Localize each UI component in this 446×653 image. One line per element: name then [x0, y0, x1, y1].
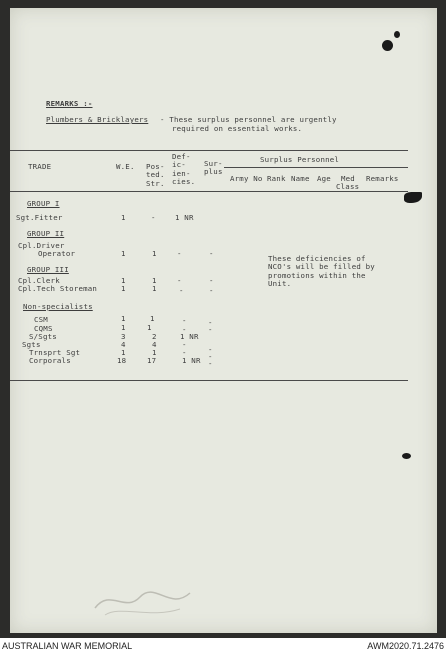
posted-cell: 1: [152, 284, 157, 293]
trade-cell: Corporals: [29, 356, 71, 365]
footer-bar: [0, 638, 446, 653]
we-cell: 18: [117, 356, 127, 365]
we-cell: 4: [121, 340, 126, 349]
posted-cell: 17: [147, 356, 157, 365]
header-surplus: Sur- plus: [204, 159, 223, 177]
def-cell: -: [177, 249, 182, 258]
trade-cell: CQMS: [34, 324, 53, 333]
we-cell: 1: [121, 249, 126, 258]
trade-cell: Sgts: [22, 340, 41, 349]
def-cell: -: [182, 316, 187, 325]
posted-cell: 2: [152, 332, 157, 341]
header-surplus-personnel: Surplus Personnel: [260, 155, 340, 164]
we-cell: 1: [121, 276, 126, 285]
posted-cell: 4: [152, 340, 157, 349]
header-army-no: Army No: [230, 174, 263, 183]
group-label: GROUP II: [27, 229, 65, 238]
we-cell: 1: [121, 323, 126, 332]
paper-tear: [394, 31, 400, 38]
we-cell: 1: [121, 284, 126, 293]
header-age: Age: [317, 174, 331, 183]
document-page: [10, 8, 437, 633]
surplus-header-rule: [224, 167, 408, 168]
def-cell: -: [182, 325, 187, 334]
posted-cell: 1: [152, 276, 157, 285]
trade-cell: Sgt.Fitter: [16, 213, 63, 222]
def-cell: 1 NR: [182, 356, 201, 365]
header-deficiencies: Def- ic- ien- cies.: [172, 152, 196, 187]
table-bottom-rule: [10, 380, 408, 381]
surplus-cell: -: [208, 345, 213, 354]
group-label: GROUP III: [27, 265, 69, 274]
paper-tear: [402, 453, 411, 459]
trade-cell: S/Sgts: [29, 332, 57, 341]
remarks-text-line2: required on essential works.: [172, 124, 303, 133]
surplus-cell: -: [208, 325, 213, 334]
trade-cell: Trnsprt Sgt: [29, 348, 81, 357]
remarks-label: Plumbers & Bricklayers: [46, 115, 149, 124]
footer-accession-number: AWM2020.71.2476: [367, 641, 444, 651]
remarks-heading: REMARKS :-: [46, 99, 93, 108]
header-med-class: Class: [336, 182, 360, 191]
surplus-cell: -: [209, 249, 214, 258]
posted-cell: 1: [152, 348, 157, 357]
def-cell: -: [182, 340, 187, 349]
group-label: Non-specialists: [23, 302, 93, 311]
trade-cell: Cpl.Tech Storeman: [18, 284, 98, 293]
posted-cell: 1: [147, 323, 152, 332]
table-top-rule: [10, 150, 408, 151]
paper-tear: [404, 192, 422, 203]
posted-cell: -: [151, 213, 156, 222]
posted-cell: 1: [150, 314, 155, 323]
remarks-text-line1: - These surplus personnel are urgently: [160, 115, 337, 124]
def-cell: -: [177, 276, 182, 285]
header-remarks: Remarks: [366, 174, 399, 183]
footer-institution: AUSTRALIAN WAR MEMORIAL: [2, 641, 133, 651]
we-cell: 3: [121, 332, 126, 341]
surplus-cell: -: [208, 352, 213, 361]
we-cell: 1: [121, 348, 126, 357]
deficiency-note: These deficiencies of NCO's will be filled by promotions within the Unit.: [268, 254, 375, 289]
def-cell: 1 NR: [180, 332, 199, 341]
trade-cell: Cpl.Driver Operator: [18, 241, 76, 259]
header-trade: TRADE: [28, 162, 52, 171]
surplus-cell: -: [209, 276, 214, 285]
header-name: Name: [291, 174, 310, 183]
trade-cell: Cpl.Clerk: [18, 276, 60, 285]
header-rank: Rank: [267, 174, 286, 183]
punch-hole: [382, 40, 393, 51]
we-cell: 1: [121, 213, 126, 222]
group-label: GROUP I: [27, 199, 60, 208]
header-posted: Pos- ted. Str.: [146, 162, 165, 188]
posted-cell: 1: [152, 249, 157, 258]
surplus-cell: -: [208, 359, 213, 368]
def-cell: 1 NR: [175, 213, 194, 222]
faint-signature-mark: [90, 583, 200, 623]
def-cell: -: [179, 286, 184, 295]
surplus-cell: -: [209, 286, 214, 295]
trade-cell: CSM: [34, 315, 48, 324]
header-we: W.E.: [116, 162, 135, 171]
we-cell: 1: [121, 314, 126, 323]
def-cell: -: [182, 348, 187, 357]
header-med: Med: [341, 174, 355, 183]
surplus-cell: -: [208, 318, 213, 327]
